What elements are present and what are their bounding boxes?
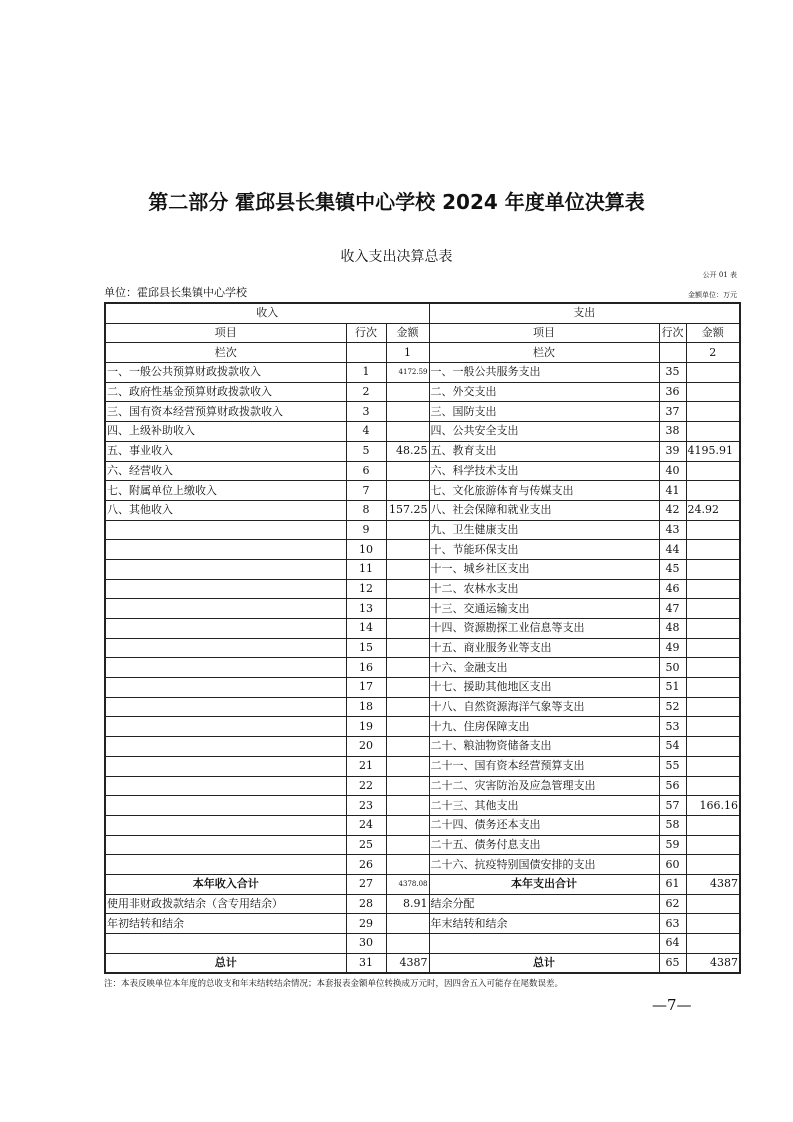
expense-row-no: 57 <box>659 796 686 816</box>
expense-item: 二十五、债务付息支出 <box>429 835 659 855</box>
expense-item: 十二、农林水支出 <box>429 579 659 599</box>
income-row-no: 23 <box>346 796 386 816</box>
expense-amount <box>686 776 740 796</box>
expense-amount: 4387 <box>686 953 740 973</box>
expense-amount <box>686 737 740 757</box>
expense-item: 结余分配 <box>429 894 659 914</box>
expense-item: 五、教育支出 <box>429 441 659 461</box>
expense-item: 六、科学技术支出 <box>429 461 659 481</box>
expense-row-no: 51 <box>659 678 686 698</box>
income-amount: 4387 <box>386 953 429 973</box>
document-title: 第二部分 霍邱县长集镇中心学校 2024 年度单位决算表 <box>148 190 645 214</box>
expense-row-no: 62 <box>659 894 686 914</box>
income-row-no: 25 <box>346 835 386 855</box>
income-amount <box>386 461 429 481</box>
expense-row-no: 37 <box>659 402 686 422</box>
header-row <box>105 323 740 343</box>
row-no-header: 行次 <box>659 323 686 343</box>
expense-amount <box>686 678 740 698</box>
expense-row-no: 50 <box>659 658 686 678</box>
income-row-no: 13 <box>346 599 386 619</box>
income-row-no: 29 <box>346 914 386 934</box>
income-amount <box>386 638 429 658</box>
expense-amount <box>686 619 740 639</box>
table-row <box>105 422 740 442</box>
expense-amount <box>686 914 740 934</box>
income-row-no: 22 <box>346 776 386 796</box>
expense-row-no: 56 <box>659 776 686 796</box>
income-amount <box>386 599 429 619</box>
income-item <box>105 697 346 717</box>
income-item <box>105 579 346 599</box>
table-row <box>105 481 740 501</box>
income-row-no: 14 <box>346 619 386 639</box>
income-header: 收入 <box>105 303 429 323</box>
income-row-no: 9 <box>346 520 386 540</box>
expense-item: 十四、资源勘探工业信息等支出 <box>429 619 659 639</box>
table-row <box>105 599 740 619</box>
expense-row-no: 35 <box>659 363 686 383</box>
income-row-no: 26 <box>346 855 386 875</box>
income-amount <box>386 540 429 560</box>
money-unit: 金额单位：万元 <box>688 291 737 299</box>
expense-item: 十七、援助其他地区支出 <box>429 678 659 698</box>
income-amount <box>386 855 429 875</box>
expense-item: 二、外交支出 <box>429 382 659 402</box>
income-row-no: 11 <box>346 559 386 579</box>
income-item <box>105 737 346 757</box>
expense-row-no: 54 <box>659 737 686 757</box>
expense-item: 二十二、灾害防治及应急管理支出 <box>429 776 659 796</box>
income-row-no: 8 <box>346 500 386 520</box>
income-amount: 8.91 <box>386 894 429 914</box>
expense-amount <box>686 855 740 875</box>
expense-item: 十九、住房保障支出 <box>429 717 659 737</box>
expense-row-no: 38 <box>659 422 686 442</box>
income-item <box>105 638 346 658</box>
income-amount <box>386 737 429 757</box>
income-item <box>105 835 346 855</box>
income-amount <box>386 382 429 402</box>
income-item: 五、事业收入 <box>105 441 346 461</box>
expense-row-no: 44 <box>659 540 686 560</box>
expense-row-no: 41 <box>659 481 686 501</box>
income-row-no: 24 <box>346 815 386 835</box>
expense-row-no: 48 <box>659 619 686 639</box>
income-item: 六、经营收入 <box>105 461 346 481</box>
column-label-row <box>105 343 740 363</box>
expense-row-no: 64 <box>659 934 686 954</box>
income-amount <box>386 402 429 422</box>
expense-amount: 24.92 <box>686 500 740 520</box>
expense-item: 二十、粮油物资储备支出 <box>429 737 659 757</box>
income-amount <box>386 776 429 796</box>
expense-amount <box>686 638 740 658</box>
expense-amount <box>686 658 740 678</box>
table-row <box>105 796 740 816</box>
income-row-no: 5 <box>346 441 386 461</box>
income-row-no: 31 <box>346 953 386 973</box>
income-amount <box>386 756 429 776</box>
income-amount <box>386 717 429 737</box>
income-item <box>105 678 346 698</box>
income-item <box>105 658 346 678</box>
amount-header: 金额 <box>386 323 429 343</box>
table-row <box>105 953 740 973</box>
expense-amount <box>686 697 740 717</box>
expense-item: 十一、城乡社区支出 <box>429 559 659 579</box>
expense-item: 十五、商业服务业等支出 <box>429 638 659 658</box>
expense-row-no: 36 <box>659 382 686 402</box>
row-no-header: 行次 <box>346 323 386 343</box>
expense-item: 十八、自然资源海洋气象等支出 <box>429 697 659 717</box>
expense-item: 十六、金融支出 <box>429 658 659 678</box>
expense-amount: 166.16 <box>686 796 740 816</box>
expense-item: 一、一般公共服务支出 <box>429 363 659 383</box>
income-item <box>105 934 346 954</box>
expense-row-no: 55 <box>659 756 686 776</box>
table-row <box>105 520 740 540</box>
expense-row-no: 46 <box>659 579 686 599</box>
empty-cell <box>346 343 386 363</box>
page-number: —7— <box>652 996 692 1014</box>
expense-item: 总计 <box>429 953 659 973</box>
income-amount <box>386 697 429 717</box>
income-amount: 48.25 <box>386 441 429 461</box>
expense-row-no: 42 <box>659 500 686 520</box>
income-row-no: 17 <box>346 678 386 698</box>
income-item <box>105 559 346 579</box>
column-label: 栏次 <box>105 343 346 363</box>
income-row-no: 10 <box>346 540 386 560</box>
income-item <box>105 619 346 639</box>
income-row-no: 4 <box>346 422 386 442</box>
income-amount <box>386 815 429 835</box>
income-amount <box>386 835 429 855</box>
expense-row-no: 45 <box>659 559 686 579</box>
income-item: 七、附属单位上缴收入 <box>105 481 346 501</box>
header-row <box>105 303 740 323</box>
income-item <box>105 855 346 875</box>
column-label: 栏次 <box>429 343 659 363</box>
expense-amount: 4387 <box>686 874 740 894</box>
item-header: 项目 <box>429 323 659 343</box>
expense-amount <box>686 835 740 855</box>
column-number: 1 <box>386 343 429 363</box>
budget-table <box>104 302 741 974</box>
income-amount: 4378.08 <box>386 874 429 894</box>
income-amount: 157.25 <box>386 500 429 520</box>
income-item: 八、其他收入 <box>105 500 346 520</box>
table-row <box>105 835 740 855</box>
form-number: 公开 01 表 <box>702 271 737 279</box>
item-header: 项目 <box>105 323 346 343</box>
expense-item: 二十一、国有资本经营预算支出 <box>429 756 659 776</box>
table-row <box>105 855 740 875</box>
income-row-no: 6 <box>346 461 386 481</box>
table-row <box>105 894 740 914</box>
expense-amount <box>686 717 740 737</box>
expense-amount <box>686 756 740 776</box>
expense-row-no: 53 <box>659 717 686 737</box>
table-row <box>105 500 740 520</box>
expense-item: 七、文化旅游体育与传媒支出 <box>429 481 659 501</box>
income-item: 三、国有资本经营预算财政拨款收入 <box>105 402 346 422</box>
income-item: 四、上级补助收入 <box>105 422 346 442</box>
income-row-no: 27 <box>346 874 386 894</box>
expense-item: 十、节能环保支出 <box>429 540 659 560</box>
expense-item: 年末结转和结余 <box>429 914 659 934</box>
table-row <box>105 678 740 698</box>
income-item: 使用非财政拨款结余（含专用结余） <box>105 894 346 914</box>
table-row <box>105 737 740 757</box>
expense-item: 八、社会保障和就业支出 <box>429 500 659 520</box>
expense-amount <box>686 894 740 914</box>
income-row-no: 16 <box>346 658 386 678</box>
expense-amount <box>686 520 740 540</box>
income-amount <box>386 481 429 501</box>
expense-item: 四、公共安全支出 <box>429 422 659 442</box>
table-row <box>105 658 740 678</box>
income-item <box>105 540 346 560</box>
income-item <box>105 776 346 796</box>
income-item <box>105 756 346 776</box>
income-amount <box>386 934 429 954</box>
table-row <box>105 815 740 835</box>
income-item: 年初结转和结余 <box>105 914 346 934</box>
expense-row-no: 47 <box>659 599 686 619</box>
income-row-no: 28 <box>346 894 386 914</box>
column-number: 2 <box>686 343 740 363</box>
income-item: 本年收入合计 <box>105 874 346 894</box>
income-row-no: 3 <box>346 402 386 422</box>
expense-amount <box>686 402 740 422</box>
table-row <box>105 776 740 796</box>
income-item: 总计 <box>105 953 346 973</box>
expense-item: 二十六、抗疫特别国债安排的支出 <box>429 855 659 875</box>
expense-row-no: 52 <box>659 697 686 717</box>
expense-row-no: 39 <box>659 441 686 461</box>
expense-amount <box>686 540 740 560</box>
income-amount <box>386 559 429 579</box>
expense-amount <box>686 579 740 599</box>
income-amount <box>386 914 429 934</box>
income-row-no: 7 <box>346 481 386 501</box>
income-item: 一、一般公共预算财政拨款收入 <box>105 363 346 383</box>
income-amount <box>386 579 429 599</box>
expense-row-no: 61 <box>659 874 686 894</box>
expense-row-no: 63 <box>659 914 686 934</box>
income-amount <box>386 422 429 442</box>
table-row <box>105 756 740 776</box>
table-row <box>105 559 740 579</box>
footnote: 注：本表反映单位本年度的总收支和年末结转结余情况；本套报表金额单位转换成万元时，因四舍五入可能存在尾数误差。 <box>104 979 564 989</box>
expense-item: 九、卫生健康支出 <box>429 520 659 540</box>
expense-amount <box>686 363 740 383</box>
expense-item: 十三、交通运输支出 <box>429 599 659 619</box>
expense-amount <box>686 461 740 481</box>
table-row <box>105 717 740 737</box>
income-row-no: 30 <box>346 934 386 954</box>
expense-item: 二十三、其他支出 <box>429 796 659 816</box>
income-item <box>105 520 346 540</box>
table-row <box>105 363 740 383</box>
income-row-no: 1 <box>346 363 386 383</box>
table-row <box>105 441 740 461</box>
income-amount <box>386 619 429 639</box>
income-row-no: 20 <box>346 737 386 757</box>
income-amount: 4172.59 <box>386 363 429 383</box>
expense-amount <box>686 422 740 442</box>
income-row-no: 18 <box>346 697 386 717</box>
income-row-no: 15 <box>346 638 386 658</box>
table-row <box>105 619 740 639</box>
income-row-no: 19 <box>346 717 386 737</box>
income-item <box>105 815 346 835</box>
expense-row-no: 49 <box>659 638 686 658</box>
income-item: 二、政府性基金预算财政拨款收入 <box>105 382 346 402</box>
table-row <box>105 540 740 560</box>
expense-amount <box>686 815 740 835</box>
income-item <box>105 717 346 737</box>
expense-row-no: 59 <box>659 835 686 855</box>
amount-header: 金额 <box>686 323 740 343</box>
table-row <box>105 382 740 402</box>
income-item <box>105 599 346 619</box>
expense-amount <box>686 481 740 501</box>
table-row <box>105 914 740 934</box>
empty-cell <box>659 343 686 363</box>
expense-item: 二十四、债务还本支出 <box>429 815 659 835</box>
income-amount <box>386 796 429 816</box>
expense-amount <box>686 382 740 402</box>
expense-row-no: 65 <box>659 953 686 973</box>
expense-amount <box>686 599 740 619</box>
expense-row-no: 60 <box>659 855 686 875</box>
expense-amount <box>686 934 740 954</box>
table-row <box>105 697 740 717</box>
table-row <box>105 874 740 894</box>
income-row-no: 12 <box>346 579 386 599</box>
expense-row-no: 43 <box>659 520 686 540</box>
table-row <box>105 461 740 481</box>
table-title: 收入支出决算总表 <box>340 249 453 265</box>
expense-item: 三、国防支出 <box>429 402 659 422</box>
income-amount <box>386 658 429 678</box>
expense-row-no: 40 <box>659 461 686 481</box>
expense-amount <box>686 559 740 579</box>
table-row <box>105 579 740 599</box>
table-row <box>105 934 740 954</box>
table-row <box>105 638 740 658</box>
expense-item <box>429 934 659 954</box>
income-amount <box>386 678 429 698</box>
expense-item: 本年支出合计 <box>429 874 659 894</box>
income-row-no: 21 <box>346 756 386 776</box>
table-row <box>105 402 740 422</box>
expense-header: 支出 <box>429 303 740 323</box>
income-row-no: 2 <box>346 382 386 402</box>
income-amount <box>386 520 429 540</box>
expense-amount: 4195.91 <box>686 441 740 461</box>
expense-row-no: 58 <box>659 815 686 835</box>
unit-label: 单位：霍邱县长集镇中心学校 <box>104 286 247 299</box>
income-item <box>105 796 346 816</box>
